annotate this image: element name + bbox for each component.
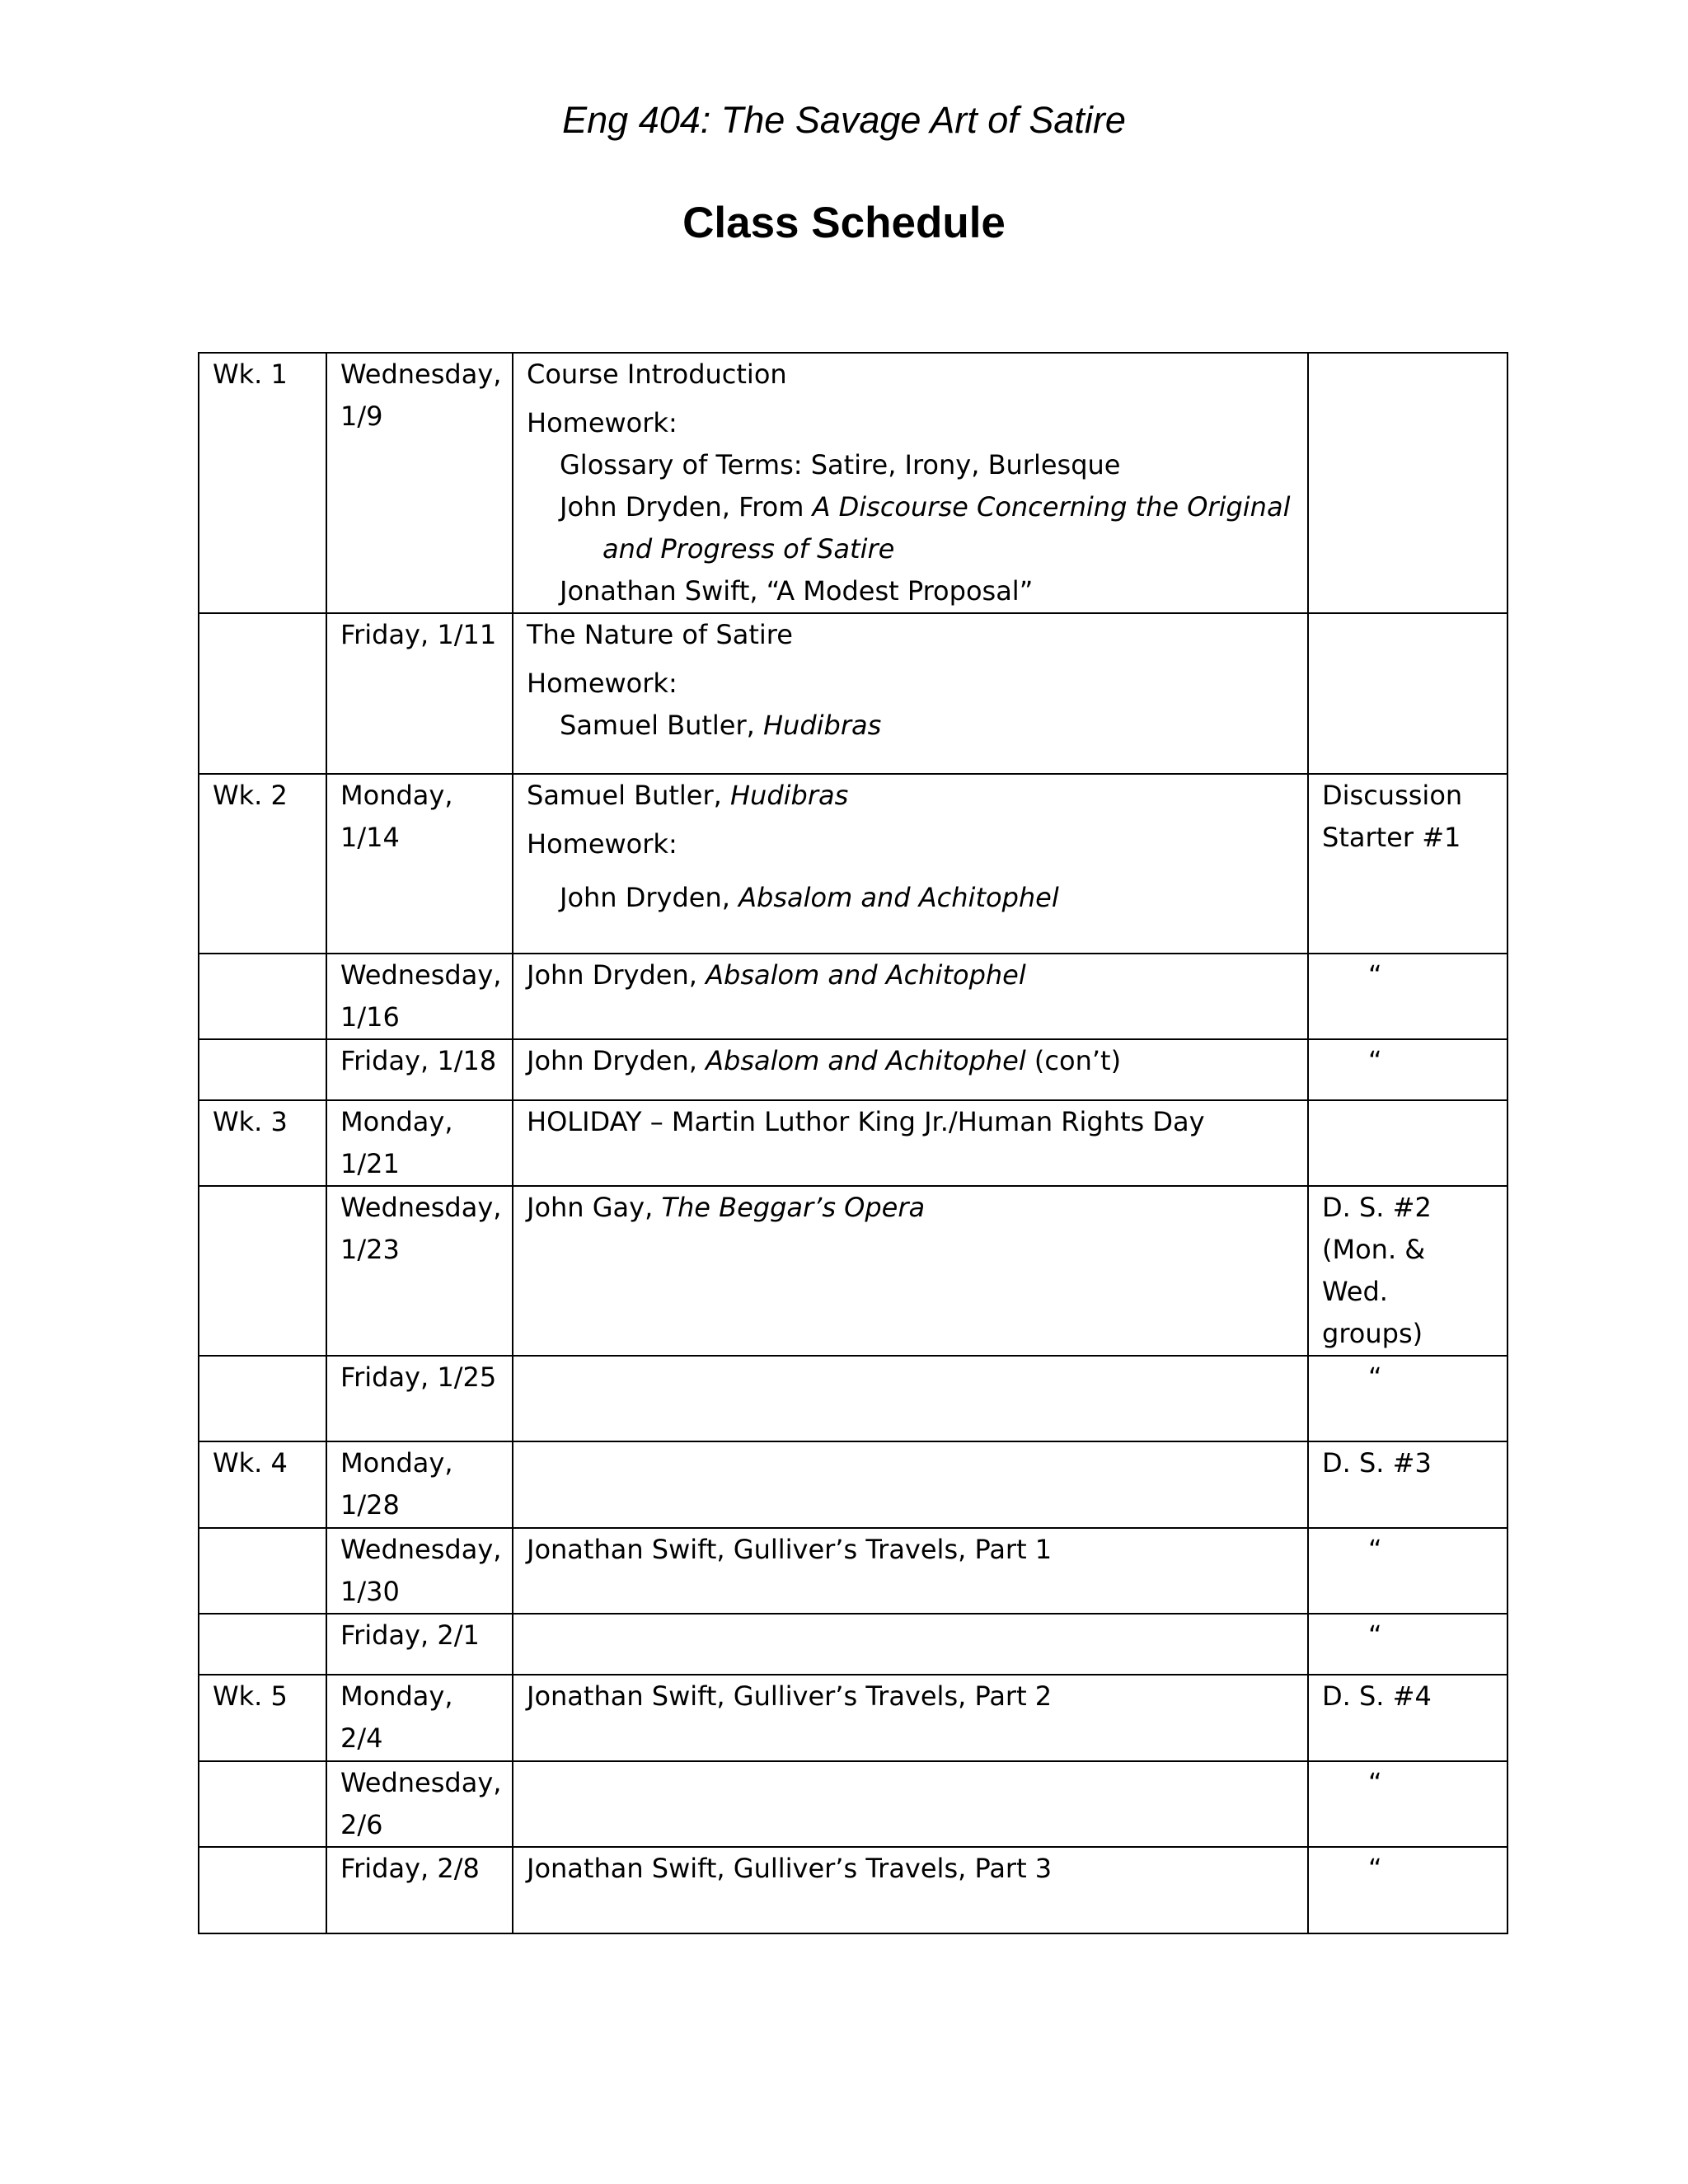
table-row <box>199 1847 1507 1933</box>
week-cell <box>199 1847 326 1933</box>
topic-cell <box>513 1441 1308 1528</box>
due-cell <box>1308 954 1507 1039</box>
topic-cell: Jonathan Swift, Gulliver’s Travels, Part 3 <box>513 1847 1308 1933</box>
topic-cell <box>513 1614 1308 1675</box>
homework-item: Glossary of Terms: Satire, Irony, Burlesque <box>560 449 1121 480</box>
topic-suffix: (con’t) <box>1025 1045 1122 1076</box>
table-row <box>199 1039 1507 1100</box>
topic-cell: Jonathan Swift, Gulliver’s Travels, Part 2 <box>513 1675 1308 1761</box>
topic-cell: Jonathan Swift, Gulliver’s Travels, Part 1 <box>513 1528 1308 1614</box>
topic-cell <box>513 353 1308 613</box>
due-cell <box>1308 1528 1507 1614</box>
table-row <box>199 954 1507 1039</box>
due-cell <box>1308 1356 1507 1441</box>
homework-label: Homework: <box>527 668 678 699</box>
topic-cell <box>513 613 1308 774</box>
topic-cell <box>513 1186 1308 1356</box>
due-cell <box>1308 1761 1507 1847</box>
topic-work: Absalom and Achitophel <box>706 1045 1026 1076</box>
topic-author: John Dryden, <box>527 959 706 991</box>
topic-cell <box>513 1039 1308 1100</box>
due-cell <box>1308 1100 1507 1186</box>
day-cell: Friday, 2/8 <box>326 1847 513 1933</box>
day-cell: Wednesday, 1/9 <box>326 353 513 613</box>
topic-cell <box>513 1356 1308 1441</box>
topic-cell: HOLIDAY – Martin Luthor King Jr./Human Rights Day <box>513 1100 1308 1186</box>
table-row <box>199 1186 1507 1356</box>
week-cell <box>199 954 326 1039</box>
table-row <box>199 774 1507 954</box>
day-cell: Monday, 1/28 <box>326 1441 513 1528</box>
ditto-mark: “ <box>1368 1767 1382 1798</box>
day-cell: Friday, 1/18 <box>326 1039 513 1100</box>
homework-item: Jonathan Swift, “A Modest Proposal” <box>560 575 1034 607</box>
ditto-mark: “ <box>1368 1534 1382 1565</box>
week-cell: Wk. 2 <box>199 774 326 954</box>
due-cell <box>1308 1847 1507 1933</box>
topic-work: The Beggar’s Opera <box>661 1192 926 1223</box>
day-cell: Friday, 1/25 <box>326 1356 513 1441</box>
table-row <box>199 1675 1507 1761</box>
table-row <box>199 1761 1507 1847</box>
homework-label: Homework: <box>527 828 678 860</box>
homework-item <box>527 486 1294 528</box>
week-cell <box>199 1614 326 1675</box>
ditto-mark: “ <box>1368 959 1382 991</box>
homework-author: John Dryden, <box>560 882 739 913</box>
week-cell: Wk. 4 <box>199 1441 326 1528</box>
due-cell <box>1308 1039 1507 1100</box>
day-cell: Friday, 1/11 <box>326 613 513 774</box>
homework-item <box>527 877 1294 919</box>
day-cell: Wednesday, 1/23 <box>326 1186 513 1356</box>
table-row <box>199 1356 1507 1441</box>
table-row <box>199 613 1507 774</box>
due-cell: D. S. #2 (Mon. & Wed. groups) <box>1308 1186 1507 1356</box>
day-cell: Monday, 1/21 <box>326 1100 513 1186</box>
table-row <box>199 1441 1507 1528</box>
homework-work: Absalom and Achitophel <box>738 882 1059 913</box>
topic-work: Absalom and Achitophel <box>706 959 1026 991</box>
due-cell <box>1308 613 1507 774</box>
week-cell <box>199 1356 326 1441</box>
ditto-mark: “ <box>1368 1045 1382 1076</box>
homework-work: A Discourse Concerning the Original <box>812 491 1291 523</box>
schedule-table <box>198 352 1508 1934</box>
ditto-mark: “ <box>1368 1853 1382 1884</box>
homework-item <box>527 705 1294 747</box>
homework-label: Homework: <box>527 407 678 438</box>
day-cell: Wednesday, 1/30 <box>326 1528 513 1614</box>
topic-cell <box>513 954 1308 1039</box>
topic-text: Course Introduction <box>527 359 787 390</box>
ditto-mark: “ <box>1368 1619 1382 1651</box>
day-cell: Monday, 1/14 <box>326 774 513 954</box>
document-title: Eng 404: The Savage Art of Satire <box>562 99 1126 141</box>
week-cell <box>199 1528 326 1614</box>
topic-author: John Gay, <box>527 1192 662 1223</box>
homework-item-continued: and Progress of Satire <box>603 533 895 565</box>
topic-author: Samuel Butler, <box>527 780 730 811</box>
day-cell: Wednesday, 2/6 <box>326 1761 513 1847</box>
week-cell <box>199 1186 326 1356</box>
day-cell: Monday, 2/4 <box>326 1675 513 1761</box>
homework-work: Hudibras <box>762 710 882 741</box>
due-cell: D. S. #3 <box>1308 1441 1507 1528</box>
week-cell: Wk. 3 <box>199 1100 326 1186</box>
table-row <box>199 1614 1507 1675</box>
week-cell <box>199 1039 326 1100</box>
day-cell: Friday, 2/1 <box>326 1614 513 1675</box>
homework-author: John Dryden, From <box>560 491 813 523</box>
topic-work: Hudibras <box>729 780 849 811</box>
week-cell <box>199 1761 326 1847</box>
table-row <box>199 1100 1507 1186</box>
due-cell <box>1308 353 1507 613</box>
topic-author: John Dryden, <box>527 1045 706 1076</box>
ditto-mark: “ <box>1368 1361 1382 1393</box>
week-cell <box>199 613 326 774</box>
due-cell: D. S. #4 <box>1308 1675 1507 1761</box>
topic-text: The Nature of Satire <box>527 619 793 650</box>
table-row <box>199 1528 1507 1614</box>
page-heading: Class Schedule <box>682 199 1006 247</box>
week-cell: Wk. 1 <box>199 353 326 613</box>
week-cell: Wk. 5 <box>199 1675 326 1761</box>
homework-author: Samuel Butler, <box>560 710 763 741</box>
day-cell: Wednesday, 1/16 <box>326 954 513 1039</box>
due-cell: Discussion Starter #1 <box>1308 774 1507 954</box>
topic-cell <box>513 1761 1308 1847</box>
topic-cell <box>513 774 1308 954</box>
table-row <box>199 353 1507 613</box>
topic-text <box>527 775 1294 817</box>
due-cell <box>1308 1614 1507 1675</box>
